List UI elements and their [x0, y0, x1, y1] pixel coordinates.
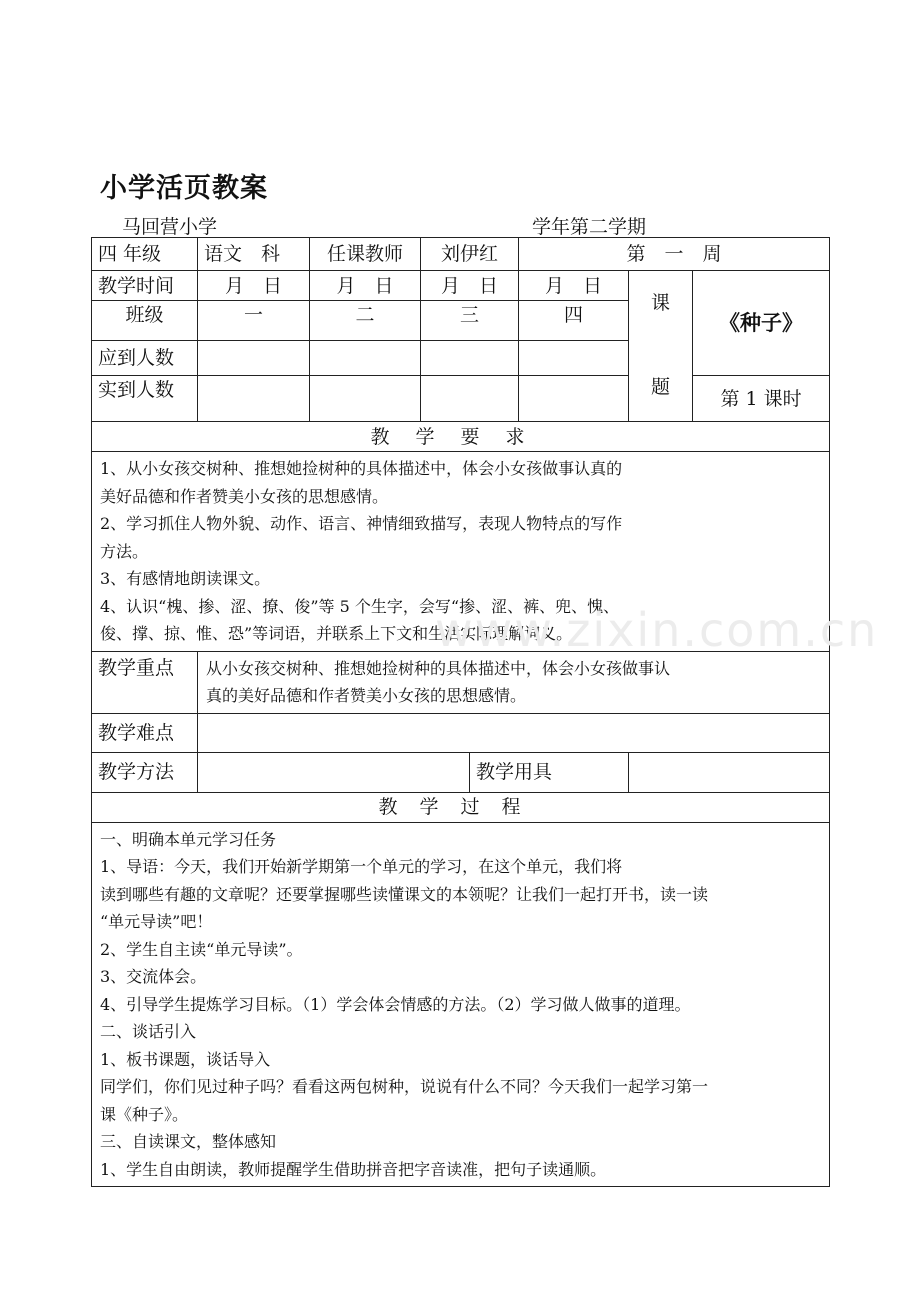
- expected-count-cell: [519, 341, 629, 376]
- teacher-label: 任课教师: [310, 238, 421, 271]
- process-line: 1、导语：今天，我们开始新学期第一个单元的学习，在这个单元，我们将: [100, 857, 623, 876]
- process-line: 4、引导学生提炼学习目标。（1）学会体会情感的方法。（2）学习做人做事的道理。: [100, 994, 691, 1014]
- method-label: 教学方法: [92, 752, 198, 792]
- process-line: 一、明确本单元学习任务: [100, 829, 277, 849]
- watermark: www.zixin.com.cn: [435, 603, 879, 657]
- process-line: “单元导读”吧！: [100, 912, 213, 931]
- lesson-period: 第 1 课时: [693, 376, 830, 422]
- week-cell: 第 一 周: [519, 238, 830, 271]
- process-line: 2、学生自主读“单元导读”。: [100, 939, 303, 959]
- document-title: 小学活页教案: [100, 173, 268, 204]
- school-name: 马回营小学: [122, 216, 218, 238]
- process-line: 1、板书课题，谈话导入: [100, 1049, 271, 1069]
- lesson-plan-table: [91, 237, 830, 1187]
- lesson-label-cell: [629, 271, 693, 422]
- process-line: 读到哪些有趣的文章呢？还要掌握哪些读懂课文的本领呢？让我们一起打开书，读一读: [100, 884, 709, 904]
- date-cell: 月 日: [198, 271, 310, 301]
- requirements-heading: 教学要求: [92, 422, 830, 452]
- class-4: 四: [519, 301, 629, 341]
- key-points-label: 教学重点: [92, 651, 198, 713]
- actual-count-cell: [310, 376, 421, 422]
- requirement-line: 1、从小女孩交树种、推想她捡树种的具体描述中，体会小女孩做事认真的: [100, 459, 623, 478]
- actual-count-cell: [421, 376, 519, 422]
- time-label: 教学时间: [92, 271, 198, 301]
- key-points-content: [198, 651, 830, 713]
- requirement-line: 3、有感情地朗读课文。: [100, 569, 271, 588]
- requirement-line: 方法。: [100, 541, 149, 561]
- lesson-label-top: 课: [651, 292, 671, 314]
- key-point-line: 真的美好品德和作者赞美小女孩的思想感情。: [206, 686, 527, 705]
- class-label: 班级: [92, 301, 198, 341]
- class-1: 一: [198, 301, 310, 341]
- process-line: 同学们，你们见过种子吗？看看这两包树种，说说有什么不同？今天我们一起学习第一: [100, 1077, 709, 1096]
- date-cell: 月 日: [310, 271, 421, 301]
- requirement-line: 2、学习抓住人物外貌、动作、语言、神情细致描写，表现人物特点的写作: [100, 514, 623, 533]
- actual-count-cell: [519, 376, 629, 422]
- date-cell: 月 日: [519, 271, 629, 301]
- process-heading: 教学过程: [92, 792, 830, 822]
- expected-count-label: 应到人数: [92, 341, 198, 376]
- teacher-name: 刘伊红: [421, 238, 519, 271]
- grade-cell: 四 年级: [92, 238, 198, 271]
- requirement-line: 4、认识“槐、掺、涩、撩、俊”等 5 个生字，会写“掺、涩、裤、兜、愧、: [100, 596, 620, 616]
- process-line: 3、交流体会。: [100, 967, 207, 986]
- difficulty-content: [198, 713, 830, 752]
- expected-count-cell: [310, 341, 421, 376]
- requirement-line: 美好品德和作者赞美小女孩的思想感情。: [100, 486, 389, 506]
- tools-content: [629, 752, 830, 792]
- requirement-line: 俊、撑、掠、惟、恐”等词语，并联系上下文和生活实际理解词义。: [100, 624, 573, 643]
- method-content: [198, 752, 470, 792]
- process-line: 三、自读课文，整体感知: [100, 1132, 277, 1151]
- tools-label: 教学用具: [470, 752, 629, 792]
- lesson-label-bottom: 题: [651, 376, 671, 398]
- expected-count-cell: [198, 341, 310, 376]
- process-line: 1、学生自由朗读，教师提醒学生借助拼音把字音读准，把句子读通顺。: [100, 1159, 607, 1179]
- semester-label: 学年第二学期: [532, 216, 647, 238]
- actual-count-cell: [198, 376, 310, 422]
- process-line: 课《种子》。: [100, 1104, 189, 1124]
- key-point-line: 从小女孩交树种、推想她捡树种的具体描述中，体会小女孩做事认: [206, 658, 671, 678]
- expected-count-cell: [421, 341, 519, 376]
- process-line: 二、谈话引入: [100, 1022, 197, 1041]
- process-content: [92, 822, 830, 1187]
- class-2: 二: [310, 301, 421, 341]
- date-cell: 月 日: [421, 271, 519, 301]
- class-3: 三: [421, 301, 519, 341]
- difficulty-label: 教学难点: [92, 713, 198, 752]
- lesson-title: 《种子》: [693, 271, 830, 376]
- subject-cell: 语文 科: [198, 238, 310, 271]
- actual-count-label: 实到人数: [92, 376, 198, 422]
